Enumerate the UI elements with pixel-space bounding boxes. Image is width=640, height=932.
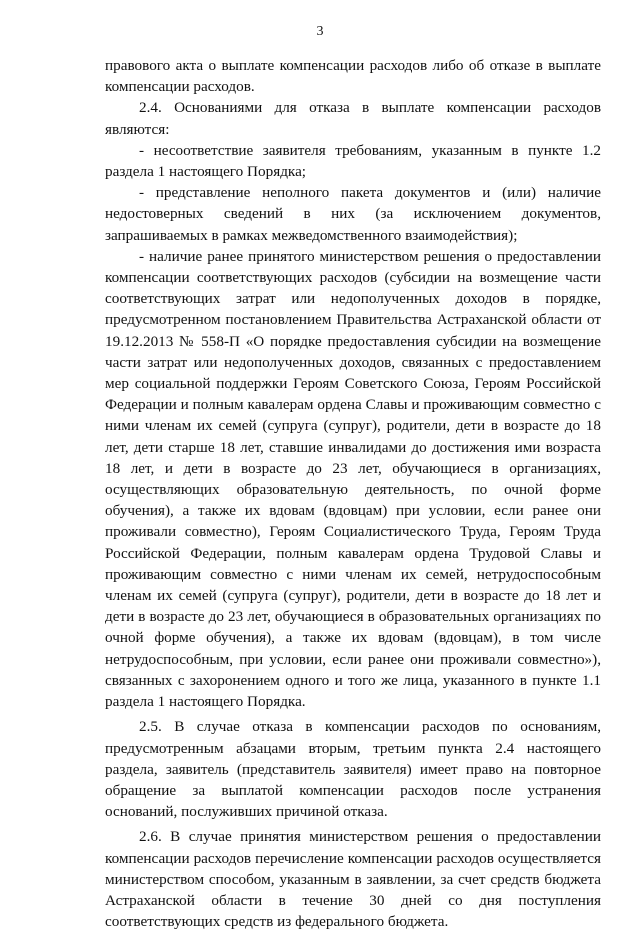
document-body	[105, 55, 601, 932]
page-number: 3	[316, 24, 324, 39]
paragraph-2-4: 2.4. Основаниями для отказа в выплате компенсации расходов являются:	[105, 99, 601, 138]
paragraph-2-6: 2.6. В случае принятия министерством решения о предоставлении компенсации расходов перечисление компенсации расходов осуществляется министерством способом, указанным в заявлении, за счет средств бюджета Астраханской области в течение 30 дней со дня поступления соответствующих средств из федерального бюджета.	[105, 828, 601, 931]
paragraph-2-5: 2.5. В случае отказа в компенсации расходов по основаниям, предусмотренным абзацами вторым, третьим пункта 2.4 настоящего раздела, заявитель (представитель заявителя) имеет право на повторное обращение за выплатой компенсации расходов после устранения оснований, послуживших причиной отказа.	[105, 718, 601, 821]
list-item-requirements: - несоответствие заявителя требованиям, указанным в пункте 1.2 раздела 1 настоящего Порядка;	[105, 141, 601, 181]
paragraph-continuation: правового акта о выплате компенсации расходов либо об отказе в выплате компенсации расходов.	[105, 57, 601, 96]
list-item-documents: - представление неполного пакета документов и (или) наличие недостоверных сведений в них (за исключением документов, запрашиваемых в рамках межведомственного взаимодействия);	[105, 184, 601, 244]
list-item-prior-decision: - наличие ранее принятого министерством решения о предоставлении компенсации соответствующих расходов (субсидии на возмещение части соответствующих затрат или недополученных доходов в порядке, предусмотренном постановлением Правительства Астраханской области от 19.12.2013 № 558-П «О порядке предоставления субсидии на возмещение части затрат или недополученных доходов, связанных с предоставлением мер социальной поддержки Героям Советского Союза, Героям Российской Федерации и полным кавалерам ордена Славы и проживающим совместно с ними членам их семей (супруга (супруг), родители, дети в возрасте до 18 лет, дети старше 18 лет, ставшие инвалидами до достижения ими возраста 18 лет, и дети в возрасте до 23 лет, обучающиеся в организациях, осуществляющих образовательную деятельность, по очной форме обучения), а также их вдовам (вдовцам) при условии, если ранее они проживали совместно), Героям Социалистического Труда, Героям Труда Российской Федерации, полным кавалерам ордена Трудовой Славы и проживающим совместно с ними членам их семей, нетрудоспособным членам их семей (супруга (супруг), родители, дети в возрасте до 18 лет и дети в возрасте до 23 лет, обучающиеся в образовательных организациях по очной форме обучения), а также их вдовам (вдовцам), в том числе нетрудоспособным, при условии, если ранее они проживали совместно»), связанных с захоронением одного и того же лица, указанного в пункте 1.1 раздела 1 настоящего Порядка.	[105, 247, 601, 711]
